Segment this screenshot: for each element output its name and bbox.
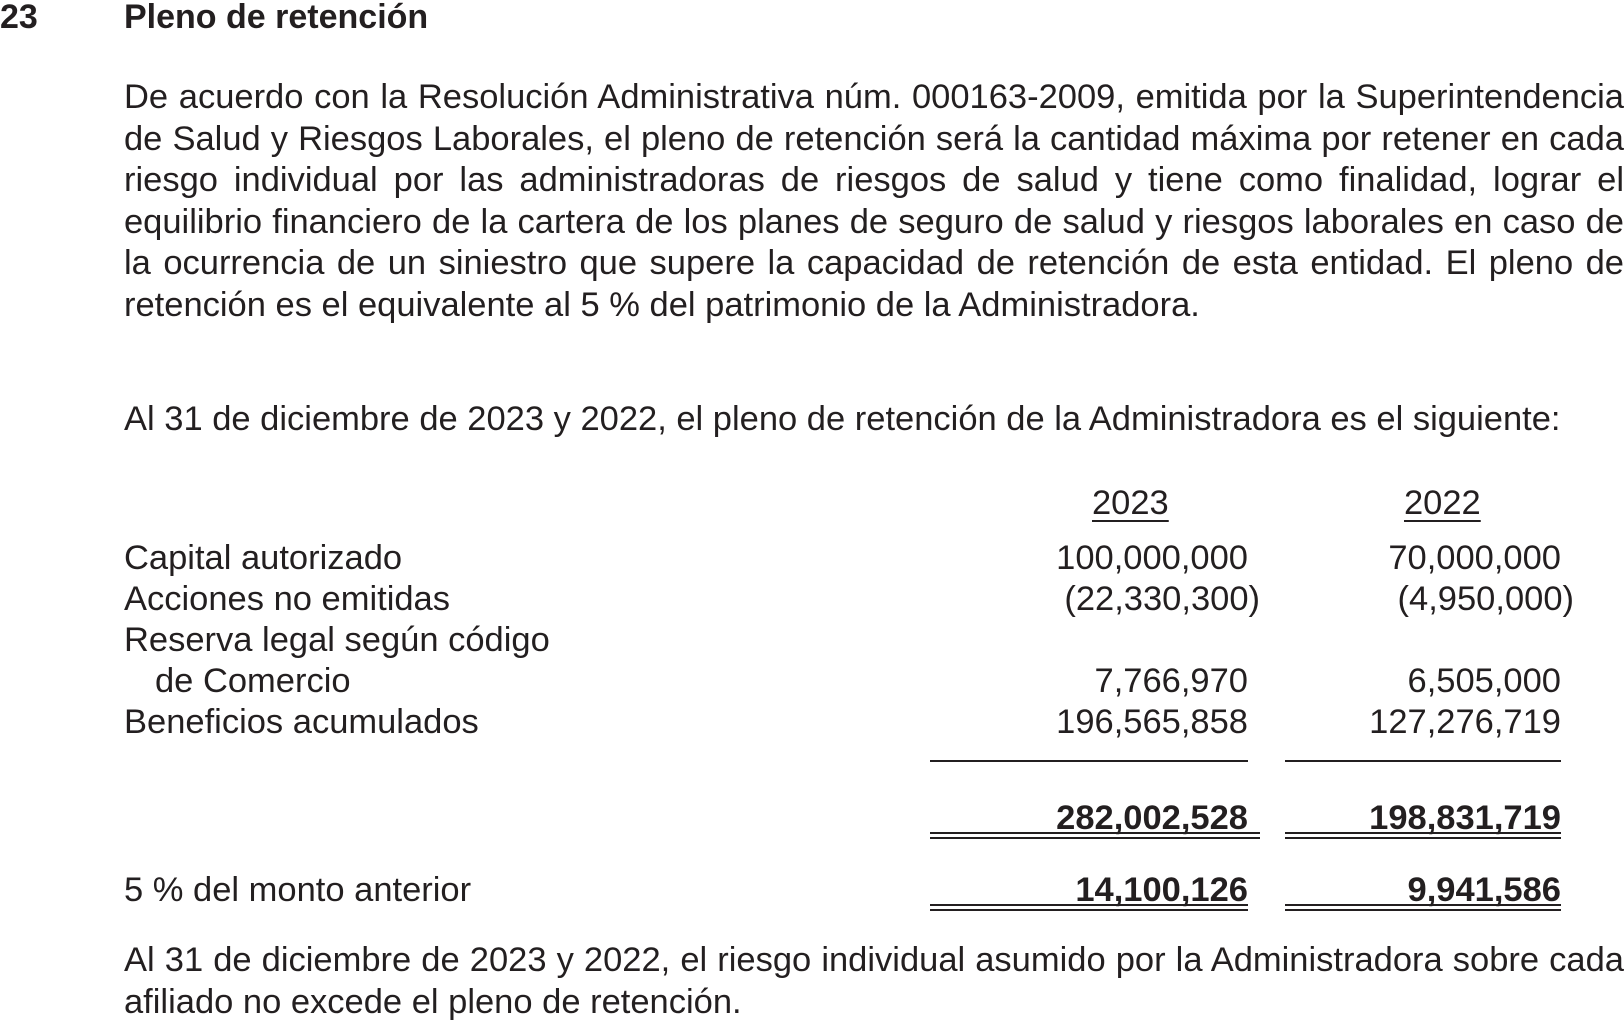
total-double-rule-bottom-2023 (930, 837, 1260, 839)
table-intro-paragraph: Al 31 de diciembre de 2023 y 2022, el pleno de retención de la Administradora es el siguiente: (124, 400, 1561, 438)
closing-paragraph: Al 31 de diciembre de 2023 y 2022, el riesgo individual asumido por la Administradora sobre cada afiliado no excede el pleno de retención. (124, 941, 1624, 1021)
row-label-reserva-legal: Reserva legal según código (124, 621, 550, 659)
total-double-rule-bottom-2022 (1285, 837, 1561, 839)
row-label-acciones-no-emitidas: Acciones no emitidas (124, 580, 450, 618)
subtotal-rule-2022 (1285, 760, 1561, 762)
intro-paragraph: De acuerdo con la Resolución Administrativa núm. 000163-2009, emitida por la Superintendencia de Salud y Riesgos Laborales, el pleno de retención será la cantidad máxima por retener en cada riesgo individual por las administradoras de riesgos de salud y tiene como finalidad, lograr el equilibrio financiero de la cartera de los planes de seguro de salud y riesgos laborales en caso de la ocurrencia de un siniestro que supere la capacidad de retención de esta entidad. El pleno de retención es el equivalente al 5 % del patrimonio de la Administradora. (124, 78, 1624, 324)
value-beneficios-acumulados-2022: 127,276,719 (1369, 703, 1561, 741)
percent-2022: 9,941,586 (1407, 871, 1561, 909)
row-label-capital-autorizado: Capital autorizado (124, 539, 403, 577)
column-header-2023: 2023 (1092, 484, 1169, 522)
percent-double-rule-bottom-2023 (930, 909, 1248, 911)
column-header-2022: 2022 (1404, 484, 1481, 522)
row-label-reserva-legal-cont: de Comercio (155, 662, 351, 700)
note-number: 23 (0, 0, 38, 36)
value-acciones-no-emitidas-2022: (4,950,000) (1397, 580, 1574, 618)
percent-double-rule-top-2023 (930, 904, 1248, 906)
subtotal-rule-2023 (930, 760, 1248, 762)
percent-double-rule-bottom-2022 (1285, 909, 1561, 911)
percent-double-rule-top-2022 (1285, 904, 1561, 906)
value-acciones-no-emitidas-2023: (22,330,300) (1064, 580, 1260, 618)
total-double-rule-top-2023 (930, 832, 1260, 834)
total-2023: 282,002,528 (1056, 799, 1248, 837)
value-capital-autorizado-2023: 100,000,000 (1056, 539, 1248, 577)
row-label-beneficios-acumulados: Beneficios acumulados (124, 703, 479, 741)
value-reserva-legal-2022: 6,505,000 (1407, 662, 1561, 700)
value-reserva-legal-2023: 7,766,970 (1094, 662, 1248, 700)
value-capital-autorizado-2022: 70,000,000 (1388, 539, 1561, 577)
percent-2023: 14,100,126 (1075, 871, 1248, 909)
total-2022: 198,831,719 (1369, 799, 1561, 837)
total-double-rule-top-2022 (1285, 832, 1561, 834)
value-beneficios-acumulados-2023: 196,565,858 (1056, 703, 1248, 741)
row-label-percent: 5 % del monto anterior (124, 871, 472, 909)
note-title: Pleno de retención (124, 0, 429, 36)
